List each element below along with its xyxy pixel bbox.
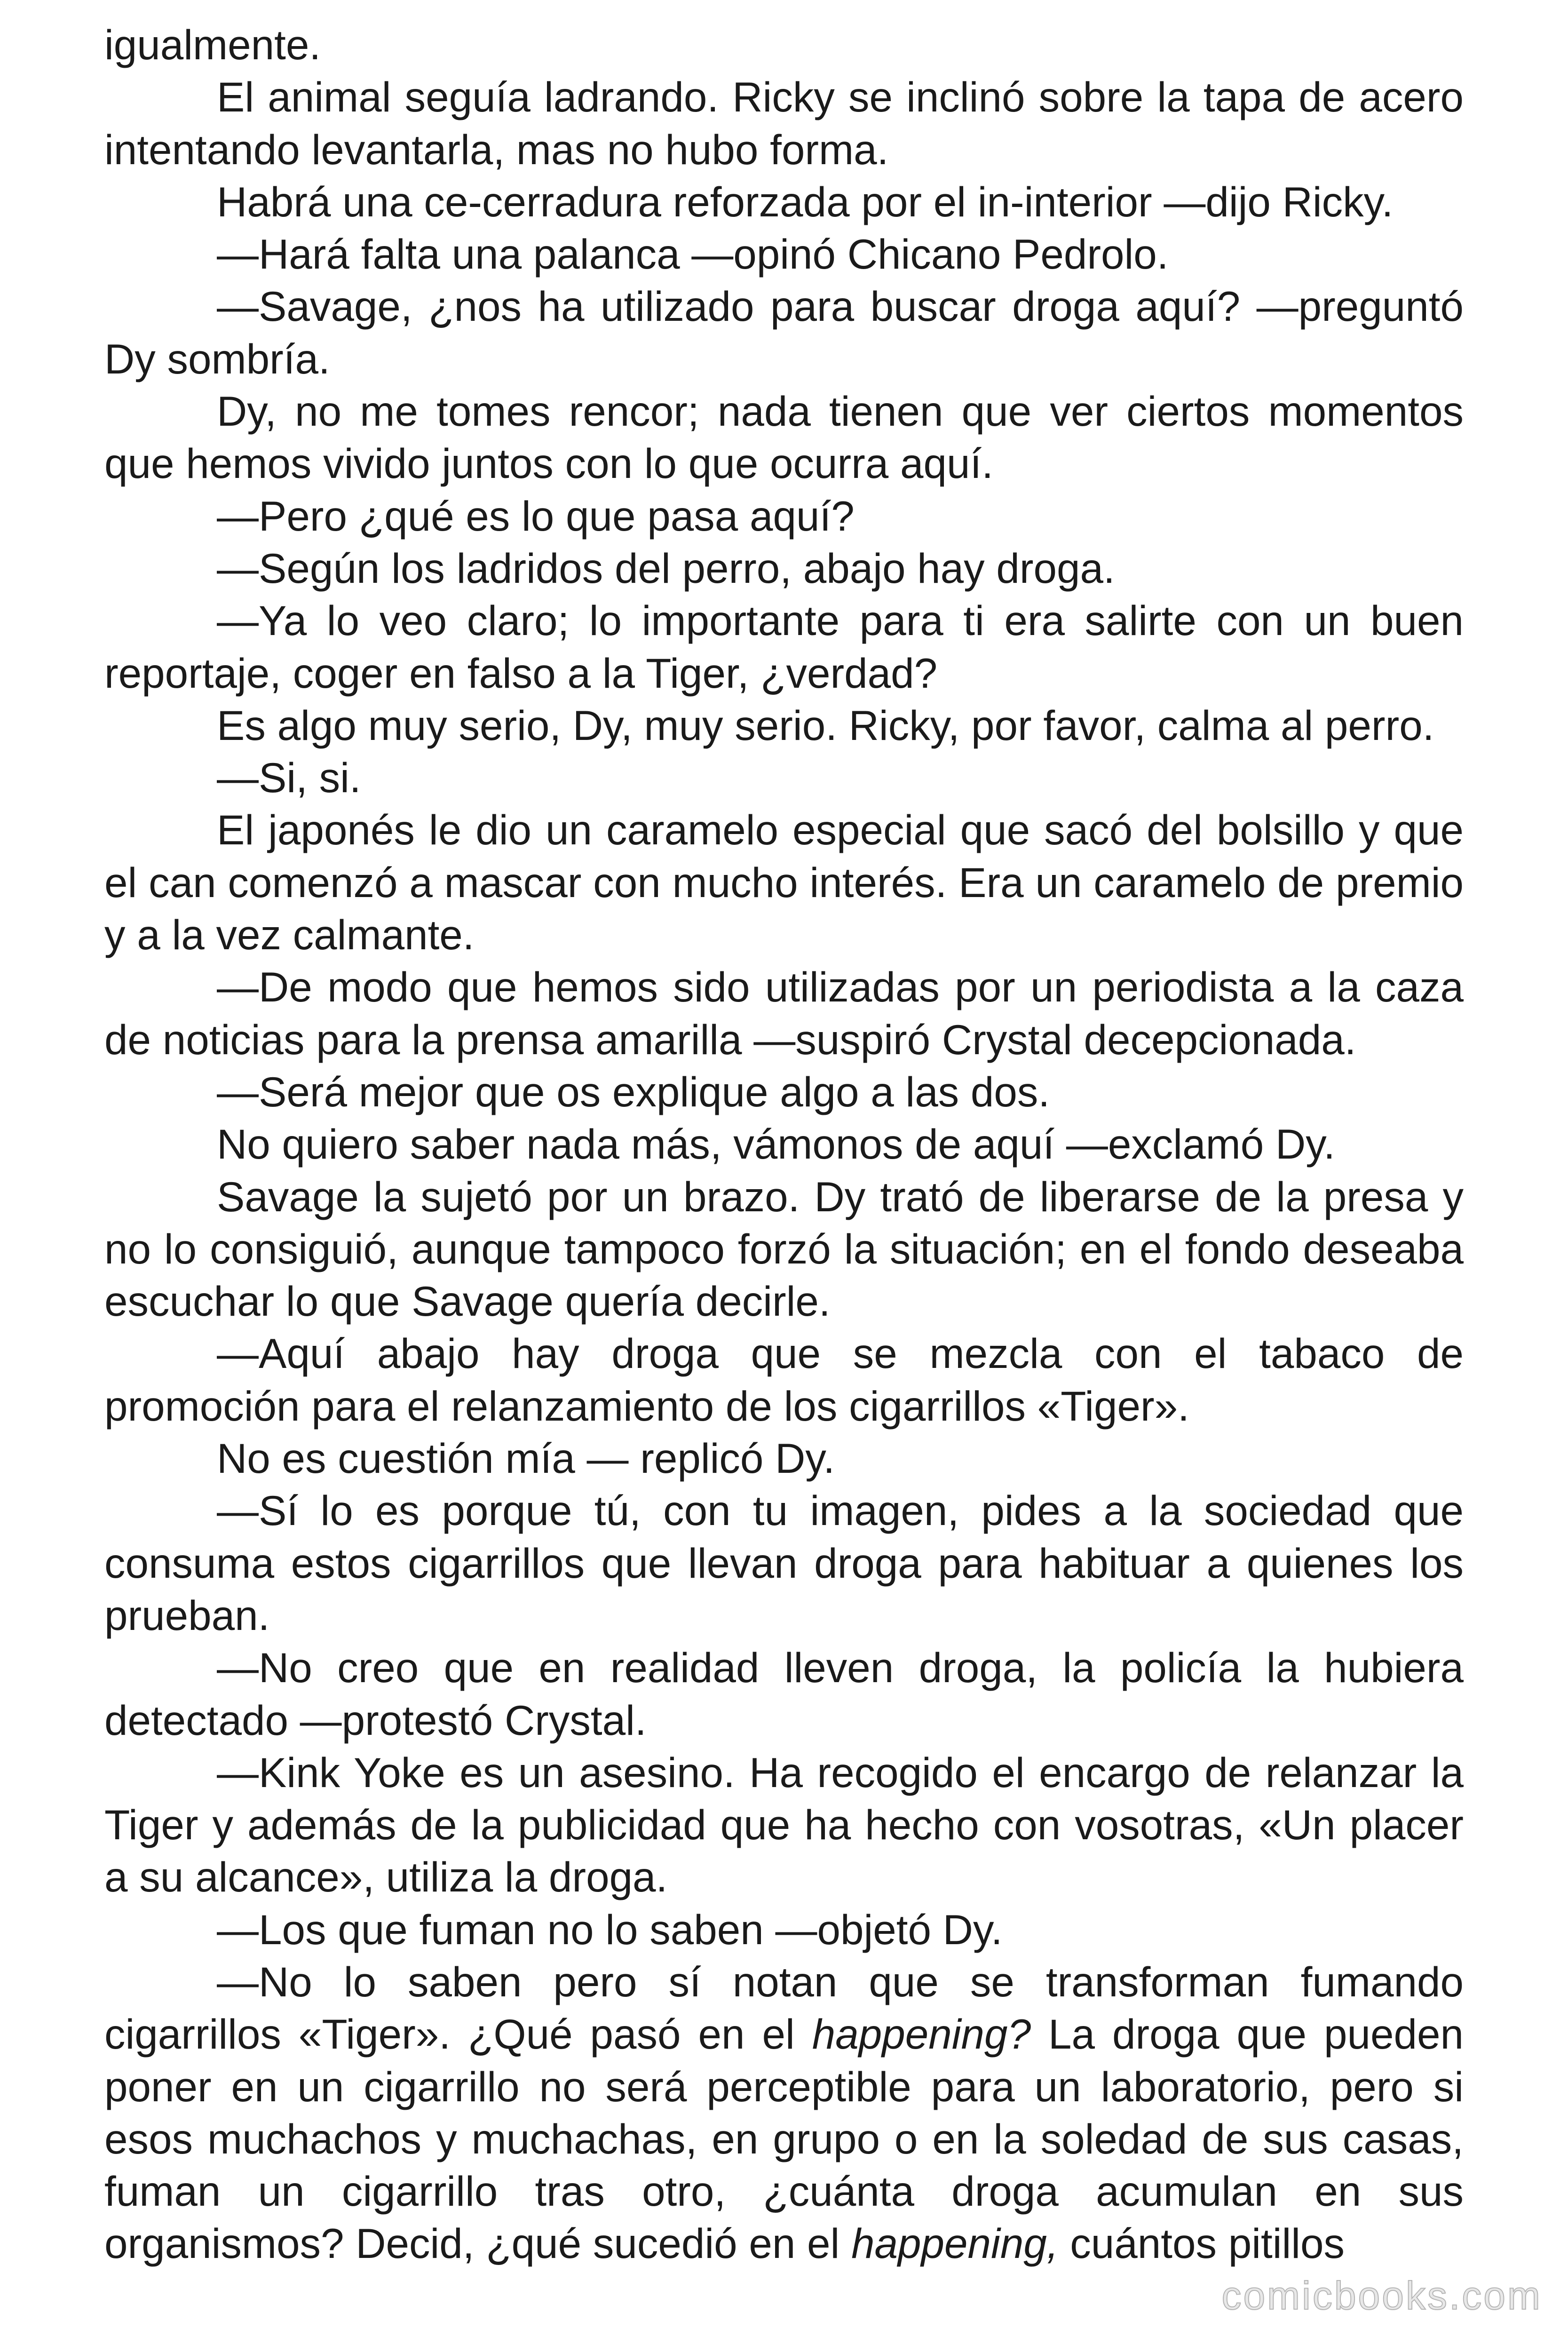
last-paragraph-part3: cuántos pitillos xyxy=(1058,2220,1345,2267)
paragraph: Habrá una ce-cerradura reforzada por el in-interior —dijo Ricky. xyxy=(217,178,1394,225)
paragraph: —No creo que en realidad lleven droga, la policía la hubiera detectado —protestó Crystal. xyxy=(104,1644,1464,1744)
paragraph: —Ya lo veo claro; lo importante para ti era salirte con un buen reportaje, coger en falso a la Tiger, ¿verdad? xyxy=(104,597,1464,697)
last-paragraph-part1: —No lo saben pero sí notan que se transforman fumando cigarrillos «Tiger». ¿Qué pasó en el xyxy=(104,1958,1464,2058)
paragraph: —Los que fuman no lo saben —objetó Dy. xyxy=(217,1906,1003,1953)
paragraph: —Si, si. xyxy=(217,754,361,802)
paragraph: —Será mejor que os explique algo a las dos. xyxy=(217,1068,1050,1115)
italic-happening-2: happening, xyxy=(851,2220,1059,2267)
paragraph: No quiero saber nada más, vámonos de aquí —exclamó Dy. xyxy=(217,1120,1335,1168)
paragraph: Savage la sujetó por un brazo. Dy trató de liberarse de la presa y no lo consiguió, aunque tampoco forzó la situación; en el fondo deseaba escuchar lo que Savage quería decirle. xyxy=(104,1173,1464,1325)
italic-happening-1: happening? xyxy=(812,2010,1031,2058)
paragraph: El animal seguía ladrando. Ricky se inclinó sobre la tapa de acero intentando levantarla, mas no hubo forma. xyxy=(104,73,1464,173)
paragraph: No es cuestión mía — replicó Dy. xyxy=(217,1435,835,1482)
paragraph: —Aquí abajo hay droga que se mezcla con el tabaco de promoción para el relanzamiento de los cigarrillos «Tiger». xyxy=(104,1330,1464,1430)
paragraph: El japonés le dio un caramelo especial que sacó del bolsillo y que el can comenzó a mascar con mucho interés. Era un caramelo de premio y a la vez calmante. xyxy=(104,806,1464,959)
paragraph: —Savage, ¿nos ha utilizado para buscar droga aquí? —preguntó Dy sombría. xyxy=(104,283,1464,382)
paragraph: —Según los ladridos del perro, abajo hay droga. xyxy=(217,544,1115,592)
document-page xyxy=(104,19,1464,2270)
watermark: comicbooks.com xyxy=(1221,2273,1542,2318)
paragraph: Dy, no me tomes rencor; nada tienen que ver ciertos momentos que hemos vivido juntos con lo que ocurra aquí. xyxy=(104,388,1464,487)
continuation-line: igualmente. xyxy=(104,21,321,68)
last-paragraph xyxy=(104,1956,1464,2270)
paragraph: —Sí lo es porque tú, con tu imagen, pides a la sociedad que consuma estos cigarrillos que llevan droga para habituar a quienes los prueban. xyxy=(104,1487,1464,1639)
last-paragraph-part2: La droga que pueden poner en un cigarrillo no será perceptible para un laboratorio, pero si esos muchachos y muchachas, en grupo o en la soledad de sus casas, fuman un cigarrillo tras otro, ¿cuánta droga acumulan en sus organismos? Decid, ¿qué sucedió en el xyxy=(104,2010,1464,2267)
paragraph: —Kink Yoke es un asesino. Ha recogido el encargo de relanzar la Tiger y además de la publicidad que ha hecho con vosotras, «Un placer a su alcance», utiliza la droga. xyxy=(104,1748,1464,1901)
paragraph: Es algo muy serio, Dy, muy serio. Ricky, por favor, calma al perro. xyxy=(217,701,1434,749)
paragraph-list xyxy=(104,71,1464,1956)
paragraph: —De modo que hemos sido utilizadas por un periodista a la caza de noticias para la prensa amarilla —suspiró Crystal decepcionada. xyxy=(104,963,1464,1063)
paragraph: —Hará falta una palanca —opinó Chicano Pedrolo. xyxy=(217,230,1169,278)
paragraph: —Pero ¿qué es lo que pasa aquí? xyxy=(217,492,855,540)
